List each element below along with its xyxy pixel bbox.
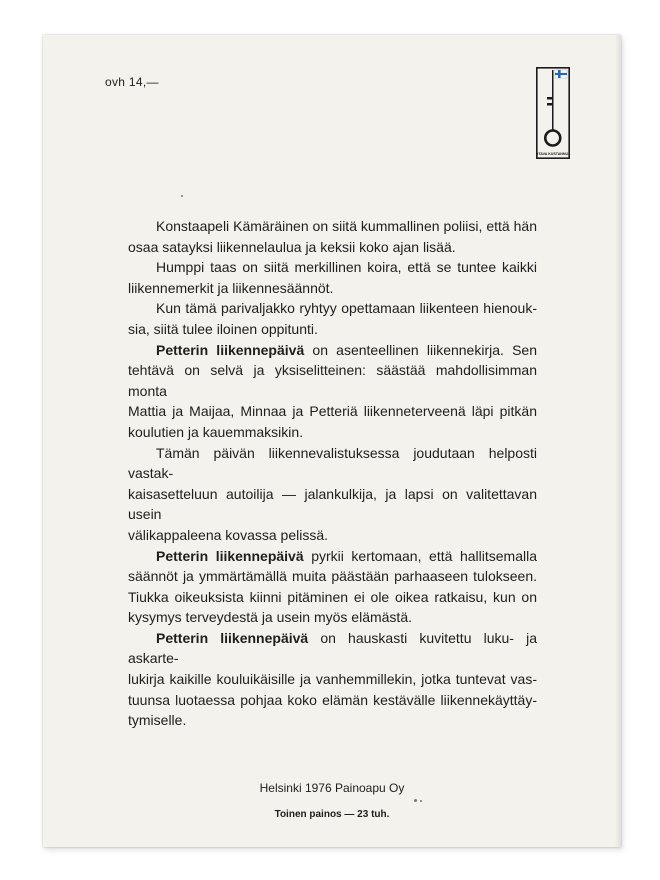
- paragraph-line: kaisasetteluun autoilija — jalankulkija, ja lapsi on valitettavan usein: [128, 485, 537, 523]
- logo-text: OTAVA KUSTANNUS: [536, 152, 570, 156]
- paragraph-line: tymiselle.: [128, 712, 187, 729]
- body-paragraph: [128, 628, 537, 731]
- paragraph-line: Kun tämä parivaljakko ryhtyy opettamaan liikenteen hienouk-: [156, 300, 537, 317]
- imprint-edition: Toinen painos — 23 tuh.: [274, 809, 390, 820]
- body-paragraph: [128, 546, 537, 628]
- paper-speck: [414, 799, 417, 802]
- key-and-flag-logo: [536, 67, 570, 159]
- paragraph-line: Tiukka oikeuksista kiinni pitäminen ei ole oikea ratkaisu, kun on: [128, 588, 537, 605]
- paragraph-line: lukirja kaikille kouluikäisille ja vanhemmillekin, jotka tuntevat vas-: [128, 671, 537, 688]
- book-title-emphasis: Petterin liikennepäivä: [156, 629, 309, 646]
- paragraph-line: tehtävä on selvä ja yksiselitteinen: säästää mahdollisimman monta: [128, 362, 537, 399]
- book-back-cover: [43, 35, 621, 847]
- paragraph-text: pyrkii kertomaan, että hallitsemalla: [303, 547, 537, 564]
- paragraph-line: Humppi taas on siitä merkillinen koira, että se tuntee kaikki: [156, 259, 537, 276]
- paragraph-line: tuunsa luotaessa pohjaa koko elämän kestävälle liikennekäyttäy-: [128, 691, 537, 708]
- body-paragraph: [128, 257, 537, 298]
- paper-speck: [420, 800, 422, 802]
- paragraph-text: on hauskasti kuvitettu luku- ja askarte-: [128, 629, 537, 667]
- paragraph-line: [128, 628, 537, 669]
- paragraph-line: kysymys terveydestä ja usein myös elämästä.: [128, 609, 412, 626]
- paper-speck: [181, 195, 183, 197]
- description-text: [128, 216, 537, 731]
- body-paragraph: [128, 216, 537, 257]
- paragraph-line: osaa satayksi liikennelaulua ja keksii koko ajan lisää.: [128, 238, 456, 255]
- body-paragraph: [128, 443, 537, 546]
- paragraph-line: liikennemerkit ja liikennesäännöt.: [128, 279, 334, 296]
- body-paragraph: [128, 298, 537, 339]
- imprint-publisher: Helsinki 1976 Painoapu Oy: [259, 781, 405, 795]
- body-paragraph: [128, 340, 537, 443]
- paragraph-line: Tämän päivän liikennevalistuksessa joudutaan helposti vastak-: [128, 444, 537, 482]
- paragraph-line: säännöt ja ymmärtämällä muita päästään parhaaseen tulokseen.: [128, 568, 537, 585]
- paragraph-line: sia, siitä tulee iloinen oppitunti.: [128, 320, 318, 337]
- paragraph-line: Mattia ja Maijaa, Minnaa ja Petteriä liikenneterveenä läpi pitkän: [128, 403, 537, 420]
- paragraph-line: välikappaleena kovassa pelissä.: [128, 526, 329, 543]
- paragraph-line: [128, 546, 537, 567]
- paragraph-text: on asenteellinen liikennekirja. Sen: [304, 341, 537, 358]
- book-title-emphasis: Petterin liikennepäivä: [156, 341, 305, 358]
- paragraph-line: koulutien ja kauemmaksikin.: [128, 423, 304, 440]
- paragraph-line: [128, 340, 537, 361]
- price-label: ovh 14,—: [105, 75, 159, 89]
- paragraph-line: Konstaapeli Kämäräinen on siitä kummallinen poliisi, että hän: [156, 218, 537, 234]
- book-title-emphasis: Petterin liikennepäivä: [156, 547, 304, 564]
